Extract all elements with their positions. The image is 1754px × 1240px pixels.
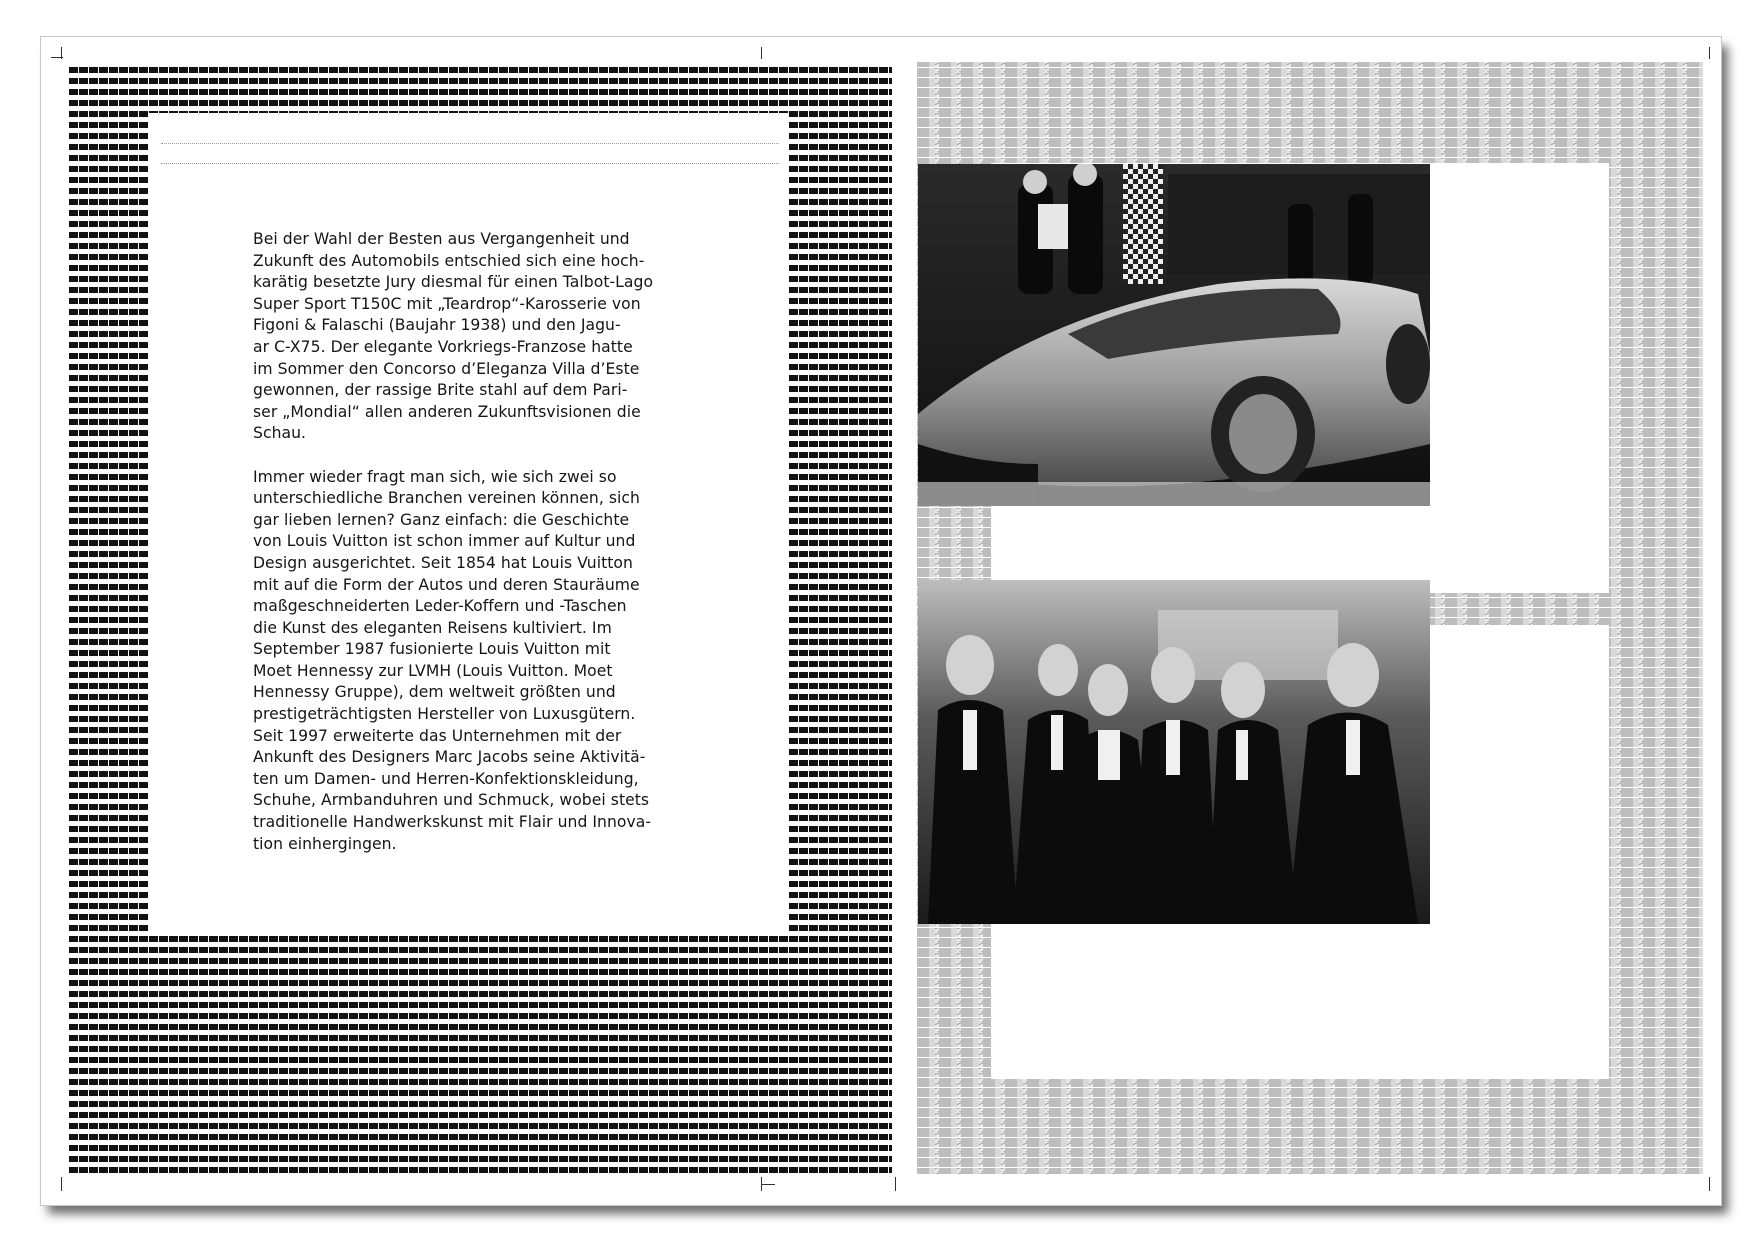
crop-mark (51, 57, 63, 58)
crop-mark (761, 47, 762, 59)
left-page (41, 37, 881, 1205)
article-text-box (149, 113, 789, 935)
crop-mark (895, 1177, 896, 1191)
group-photo-illustration (918, 580, 1430, 924)
crop-mark (1709, 47, 1710, 59)
dotted-rule (161, 163, 779, 164)
article-body (253, 229, 683, 877)
crop-mark (61, 1177, 62, 1191)
article-paragraph-1: Bei der Wahl der Besten aus Vergangenheit und Zukunft des Automobils entschied sich eine hoch- karätig besetzte Jury diesmal für einen Talbot-Lago Super Sport T150C mit „Teardrop“-Karosserie von Figoni & Falaschi (Baujahr 1938) und den Jagu- ar C-X75. Der elegante Vorkriegs-Franzose hatte im Sommer den Concorso d’Eleganza Villa d’Este gewonnen, der rassige Brite stahl auf dem Pari- ser „Mondial“ allen anderen Zukunftsvisionen die Schau. (253, 230, 654, 443)
car-photo-illustration (918, 164, 1430, 506)
photo-group-guests (918, 580, 1430, 924)
article-paragraph-2: Immer wieder fragt man sich, wie sich zwei so unterschiedliche Branchen vereinen können, sich gar lieben lernen? Ganz einfach: die Geschichte von Louis Vuitton ist schon immer auf Kultur und Design ausgerichtet. Seit 1854 hat Louis Vuitton mit auf die Form der Autos und deren Stauräume maßgeschneiderten Leder-Koffern und -Taschen die Kunst des eleganten Reisens kultiviert. Im September 1987 fusionierte Louis Vuitton mit Moet Hennessy zur LVMH (Louis Vuitton. Moet Hennessy Gruppe), dem weltweit größten und prestigeträchtigsten Hersteller von Luxusgütern. Seit 1997 erweiterte das Unternehmen mit der Ankunft des Designers Marc Jacobs seine Aktivitä- ten um Damen- und Herren-Konfektionskleidung, Schuhe, Armbanduhren und Schmuck, wobei stets traditionelle Handwerkskunst mit Flair und Innova- tion einhergingen. (253, 467, 652, 853)
dotted-rule (161, 143, 779, 144)
crop-mark (761, 1184, 775, 1185)
photo-award-car (918, 164, 1430, 506)
magazine-spread (40, 36, 1722, 1206)
crop-mark (1709, 1177, 1710, 1191)
